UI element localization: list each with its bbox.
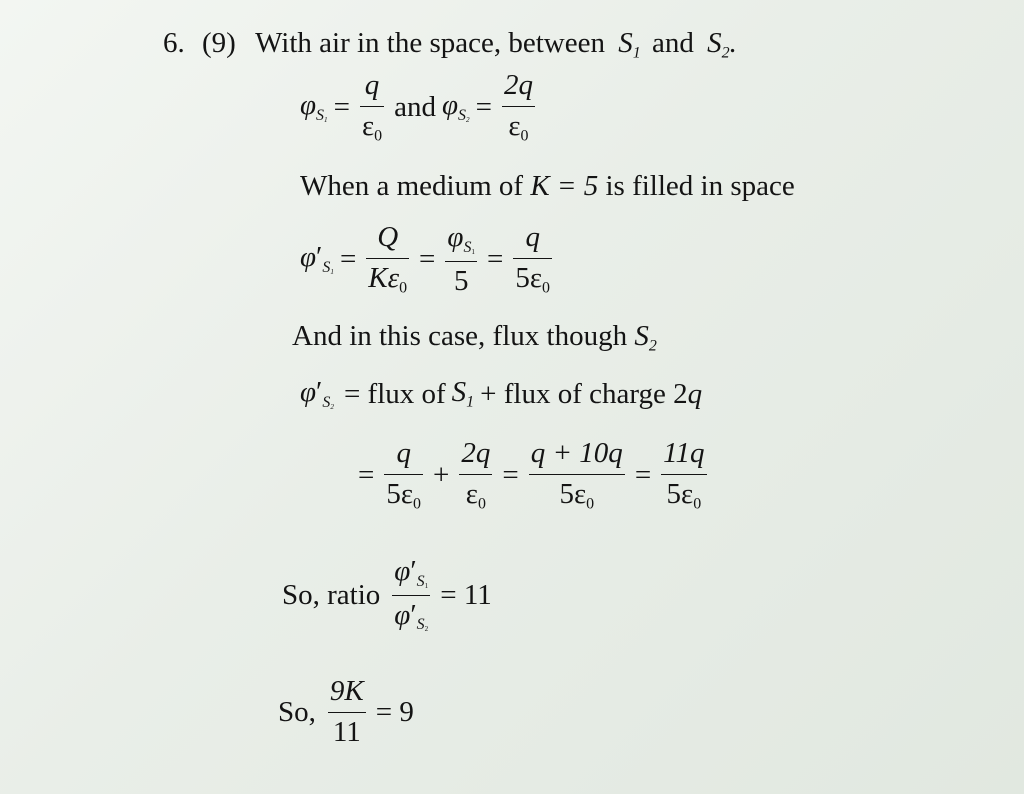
air-flux-equation: $\varphi_{S1}$ = $\frac{q}{\varepsilon_0}$ and $\varphi_{S2}$ = $\frac{2q}{\varepsilon_0}$ (300, 69, 533, 145)
phi-prime-s2: $\varphi'_{S2}$ (300, 376, 334, 411)
problem-heading (163, 29, 737, 62)
final-equation (278, 676, 414, 749)
question-marks: (9) (202, 27, 236, 59)
ratio-label: So, ratio (282, 578, 381, 611)
medium-text-a: When a medium of (300, 170, 524, 202)
and-word: and (651, 27, 694, 59)
flux-s2-intro: And in this case, flux though (292, 320, 628, 352)
fraction-9K-over-11: $\frac{9K}{11}$ (329, 675, 364, 748)
ratio-equation (282, 556, 492, 634)
fraction-q-over-5eps0: $\frac{q}{5\varepsilon_0}$ (515, 221, 551, 297)
fraction-2q-over-eps0: $\frac{2q}{\varepsilon_0}$ (503, 69, 533, 145)
medium-flux-s1-equation: $\varphi'_{S1}$ = $\frac{Q}{K\varepsilon_0}$ = $\frac{\varphi_{S1}}{5}$ = $\frac{q}{5\varepsilon_0}$ (300, 221, 551, 297)
fraction-Q-over-Keps0: $\frac{Q}{K\varepsilon_0}$ (368, 221, 408, 297)
s2-symbol-2: $S_2$ (634, 320, 657, 355)
flux-s2-calculation: = $\frac{q}{5\varepsilon_0}$ + $\frac{2q}{\varepsilon_0}$ = $\frac{q + 10q}{5\varepsilon_0}$ = $\frac{11q}{5\varepsilon_0}$ (358, 437, 705, 513)
medium-text-b: is filled in space (605, 170, 795, 202)
fraction-q-over-5eps0-b: $\frac{q}{5\varepsilon_0}$ (386, 437, 422, 513)
s2-symbol: $S_2$. (707, 27, 737, 62)
ratio-value: = 11 (440, 578, 492, 611)
fraction-2q-over-eps0-b: $\frac{2q}{\varepsilon_0}$ (461, 437, 491, 513)
k-value: K = 5 (530, 170, 599, 202)
flux-s2-statement (292, 322, 657, 355)
so-label: So, (278, 695, 316, 728)
flux-s2-definition (300, 378, 702, 411)
phi-prime-s1: $\varphi'_{S1}$ (300, 241, 334, 277)
and-word-2: and (394, 91, 436, 123)
s1-symbol-2: $S_1$ (451, 376, 475, 411)
fraction-11q-over-5eps0: $\frac{11q}{5\varepsilon_0}$ (663, 437, 705, 513)
fraction-q-over-eps0: $\frac{q}{\varepsilon_0}$ (361, 69, 383, 145)
fraction-q-plus-10q: $\frac{q + 10q}{5\varepsilon_0}$ (530, 437, 623, 513)
question-number: 6. (163, 27, 185, 59)
flux-def-a: = flux of (343, 377, 446, 410)
intro-text: With air in the space, between (255, 27, 605, 59)
phi-s1: $\varphi_{S1}$ (300, 89, 328, 124)
s1-symbol: $S_1$ (618, 27, 641, 62)
fraction-phis1-over-5: $\frac{\varphi_{S1}}{5}$ (447, 221, 475, 297)
medium-statement (300, 172, 795, 201)
flux-def-b: + flux of charge 2 (480, 377, 688, 410)
fraction-flux-ratio: $\frac{\varphi'_{S1}}{\varphi'_{S2}}$ (394, 555, 429, 634)
charge-q: q (687, 377, 703, 410)
final-value: = 9 (375, 695, 414, 728)
phi-s2: $\varphi_{S2}$ (441, 89, 470, 124)
